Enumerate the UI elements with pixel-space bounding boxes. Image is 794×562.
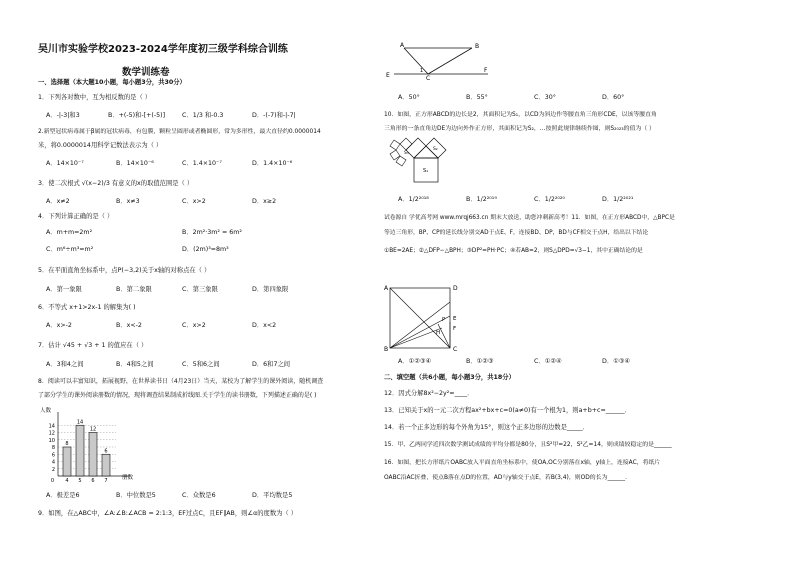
q11-option-d: D．①③④ — [602, 358, 631, 365]
q11-label-p: P — [442, 317, 446, 323]
q11-option-a: A．①②③④ — [398, 358, 432, 365]
x-tick-label: 6 — [91, 478, 95, 484]
q1-option-c: C．1/3 和-0.3 — [182, 112, 224, 119]
q3-option-b: B．x≠3 — [116, 198, 140, 205]
q4-option-c: C．m⁶÷m³=m² — [46, 246, 94, 253]
x-tick-label: 4 — [65, 478, 69, 484]
exam-subtitle: 数学训练卷 — [122, 67, 170, 78]
q7-stem: 7．估计 √45 + √3 + 1 的值应在（ ） — [38, 342, 148, 349]
q9-stem: 9．如图，在△ABC中，∠A:∠B:∠ACB = 2:1:3，EF过点C，且EF∥AB，则∠α的度数为（ ） — [38, 510, 298, 517]
q1-option-d: D．-(-7)和-|-7| — [252, 112, 296, 119]
q4-stem: 4．下列计算正确的是（ ） — [38, 213, 114, 220]
q11-label-e: E — [453, 316, 457, 322]
bar-6 — [89, 433, 97, 477]
q9-label-a: A — [400, 42, 405, 49]
y-tick-label: 14 — [48, 423, 55, 430]
y-tick-label: 6 — [51, 452, 55, 459]
q4-option-d: D．(2m)³=8m³ — [182, 246, 229, 253]
q5-stem: 5．在平面直角坐标系中，点P(−3,2)关于x轴的对称点在（ ） — [38, 267, 211, 274]
q11-square-figure — [384, 282, 464, 352]
q9-option-d: D．60° — [602, 94, 625, 101]
q8-option-b: B．中位数是5 — [116, 492, 156, 499]
y-tick-label: 12 — [48, 430, 55, 437]
q9-label-f: F — [484, 67, 488, 74]
q11-label-h: H — [436, 330, 441, 336]
q10-option-d: D．1/2²⁰²¹ — [602, 196, 634, 203]
q4-option-a: A．m+m=2m² — [46, 229, 93, 236]
q11-option-b: B．①②③ — [466, 358, 494, 365]
q6-option-c: C．x>2 — [182, 322, 206, 329]
section-heading-fill: 二、填空题（共6小题，每小题3分，共18分） — [384, 374, 515, 381]
q3-option-d: D．x≥2 — [252, 198, 277, 205]
q6-option-d: D．x<2 — [252, 322, 277, 329]
q11-label-c: C — [453, 346, 458, 352]
bar-5 — [76, 425, 84, 476]
q7-option-b: B．4和5之间 — [116, 361, 154, 368]
q11-line1: 试卷源自 学优高考网 www.mrqj663.cn 期末大放送，助您冲刺新高考！11．如图，在正方形ABCD中，△BPC是 — [384, 215, 675, 221]
x-tick-label: 7 — [104, 478, 108, 484]
q3-stem: 3．使二次根式 √(x−2)/3 有意义的x的取值范围是（ ） — [38, 180, 194, 187]
bar-value-label: 8 — [65, 441, 69, 447]
q8-bar-chart — [38, 404, 148, 484]
q9-label-e: E — [386, 72, 390, 79]
bar-7 — [102, 454, 110, 476]
q5-option-b: B．第二象限 — [116, 286, 152, 293]
q9-option-a: A．50° — [398, 94, 420, 101]
q13-text: 13．已知关于x的一元二次方程ax²+bx+c=0(a≠0)有一个根为1，则a+b+c=______． — [384, 407, 631, 414]
y-tick-label: 2 — [51, 466, 55, 473]
q9-label-angle1: 1 — [420, 68, 424, 74]
q10-label-s1: S₁ — [423, 168, 429, 174]
q10-squares-figure — [384, 136, 454, 192]
q2-option-a: A．14×10⁻⁷ — [46, 160, 84, 167]
q11-label-b: B — [384, 346, 389, 352]
q9-label-b: B — [475, 43, 480, 50]
q10-label-s2: S₂ — [433, 147, 438, 152]
bar-4 — [63, 447, 71, 476]
y-axis-label: 人数 — [40, 408, 52, 414]
q6-option-a: A．x>-2 — [46, 322, 72, 329]
q10-label-s3: S₃ — [404, 151, 409, 156]
q7-option-c: C．5和6之间 — [182, 361, 220, 368]
q10-line2: 三角形的一条直角边DE为边向外作正方形，其面积记为S₂，…按照此规律继续作图，则S₂₀₂₃的值为（ ） — [384, 126, 655, 132]
q2-option-c: C．1.4×10⁻⁷ — [182, 160, 222, 167]
y-tick-label: 10 — [48, 437, 55, 444]
bar-value-label: 12 — [89, 426, 97, 433]
q5-option-c: C．第三象限 — [182, 286, 218, 293]
q9-triangle-figure — [384, 40, 494, 80]
q8-line2: 了部分学生的课外阅读册数的情况，现将调查结果制成折线图.关于学生的读书册数，下列描述正确的是( ) — [38, 392, 317, 399]
q16-line1: 16．如图，把长方形纸片OABC放入平面直角坐标系中，使OA,OC分别落在x轴，y轴上，连接AC，将纸片 — [384, 460, 661, 466]
q3-option-c: C．x>2 — [182, 198, 206, 205]
section-heading-choice: 一、选择题（本大题10小题，每小题3分，共30分） — [38, 79, 186, 86]
x-axis-label: 册数 — [122, 475, 134, 481]
exam-title: 吴川市实验学校2023-2024学年度初三级学科综合训练 — [38, 44, 288, 55]
q15-text: 15．甲、乙两同学近四次数学测试成绩的平均分都是80分，且S²甲=22，S²乙=14，则成绩较稳定的是______ — [384, 442, 672, 448]
q11-line2: 等边三角形，BP、CP的延长线分别交AD于点E、F，连接BD、DP，BD与CF相交于点H，给出以下结论 — [384, 230, 649, 236]
q2-option-b: B．14×10⁻⁶ — [116, 160, 154, 167]
q2-line1: 2.新型冠状病毒属于β属的冠状病毒，有包膜，颗粒呈圆形或者椭圆形，常为多形性，最大直径约0.0000014 — [38, 129, 321, 135]
bar-value-label: 6 — [104, 448, 108, 455]
q8-line1: 8．阅读可以丰富知识，拓展视野，在世界读书日（4月23日）当天，某校为了解学生的课外阅读，随机调查 — [38, 378, 324, 385]
q11-line3: ①BE=2AE；②△DFP∽△BPH；③DP²=PH·PC；④若AB=2，则S△DPD=√3−1，其中正确结论的是 — [384, 248, 643, 254]
q10-option-a: A．1/2²⁰¹⁸ — [398, 196, 429, 203]
q6-stem: 6．不等式 x+1>2x-1 的解集为( ) — [38, 304, 136, 311]
y-tick-label: 4 — [51, 459, 55, 466]
q5-option-d: D．第四象限 — [252, 286, 289, 293]
q8-option-a: A．极差是6 — [46, 492, 80, 499]
origin-label: 0 — [50, 478, 54, 484]
q12-text: 12．因式分解8x²−2y²=____． — [384, 390, 474, 397]
q9-option-b: B．55° — [466, 94, 488, 101]
q8-option-c: C．众数是6 — [182, 492, 216, 499]
y-tick-label: 8 — [51, 445, 55, 451]
q10-line1: 10．如图，正方形ABCD的边长是2，其面积记为S₁，以CD为斜边作等腰直角三角形CDE，以该等腰直角 — [384, 112, 657, 118]
q7-option-a: A．3和4之间 — [46, 361, 84, 368]
q16-line2: OABC沿AC折叠，使点B落在点D的位置，AD与y轴交于点E，若B(3,4)，则OD的长为______． — [384, 475, 632, 481]
q2-line2: 米，将0.0000014用科学记数法表示为（ ） — [38, 142, 163, 149]
q3-option-a: A．x≠2 — [46, 198, 70, 205]
q1-option-a: A．-|-3|和3 — [46, 112, 80, 119]
x-tick-label: 5 — [78, 478, 82, 484]
q4-option-b: B．2m²·3m² = 6m² — [182, 229, 242, 236]
q11-option-c: C．①②④ — [534, 358, 562, 365]
q10-option-c: C．1/2²⁰²⁰ — [534, 196, 565, 203]
q1-option-b: B．+(-5)和-[+(-5)] — [108, 112, 166, 119]
q11-label-f: F — [453, 326, 457, 332]
q5-option-a: A．第一象限 — [46, 286, 82, 293]
q2-option-d: D．1.4×10⁻⁶ — [252, 160, 293, 167]
q14-text: 14．若一个正多边形的每个外角为15°，则这个正多边形的边数是_____． — [384, 424, 589, 431]
q1-stem: 1．下列各对数中，互为相反数的是（ ） — [38, 94, 152, 101]
bar-value-label: 14 — [76, 419, 84, 426]
q11-label-d: D — [453, 285, 458, 292]
q7-option-d: D．6和7之间 — [252, 361, 291, 368]
q11-label-a: A — [384, 285, 389, 292]
q9-label-c: C — [426, 75, 431, 80]
q8-option-d: D．平均数是5 — [252, 492, 293, 499]
q9-option-c: C．30° — [534, 94, 556, 101]
q10-option-b: B．1/2²⁰¹⁹ — [466, 196, 497, 203]
q6-option-b: B．x<-2 — [116, 322, 142, 329]
